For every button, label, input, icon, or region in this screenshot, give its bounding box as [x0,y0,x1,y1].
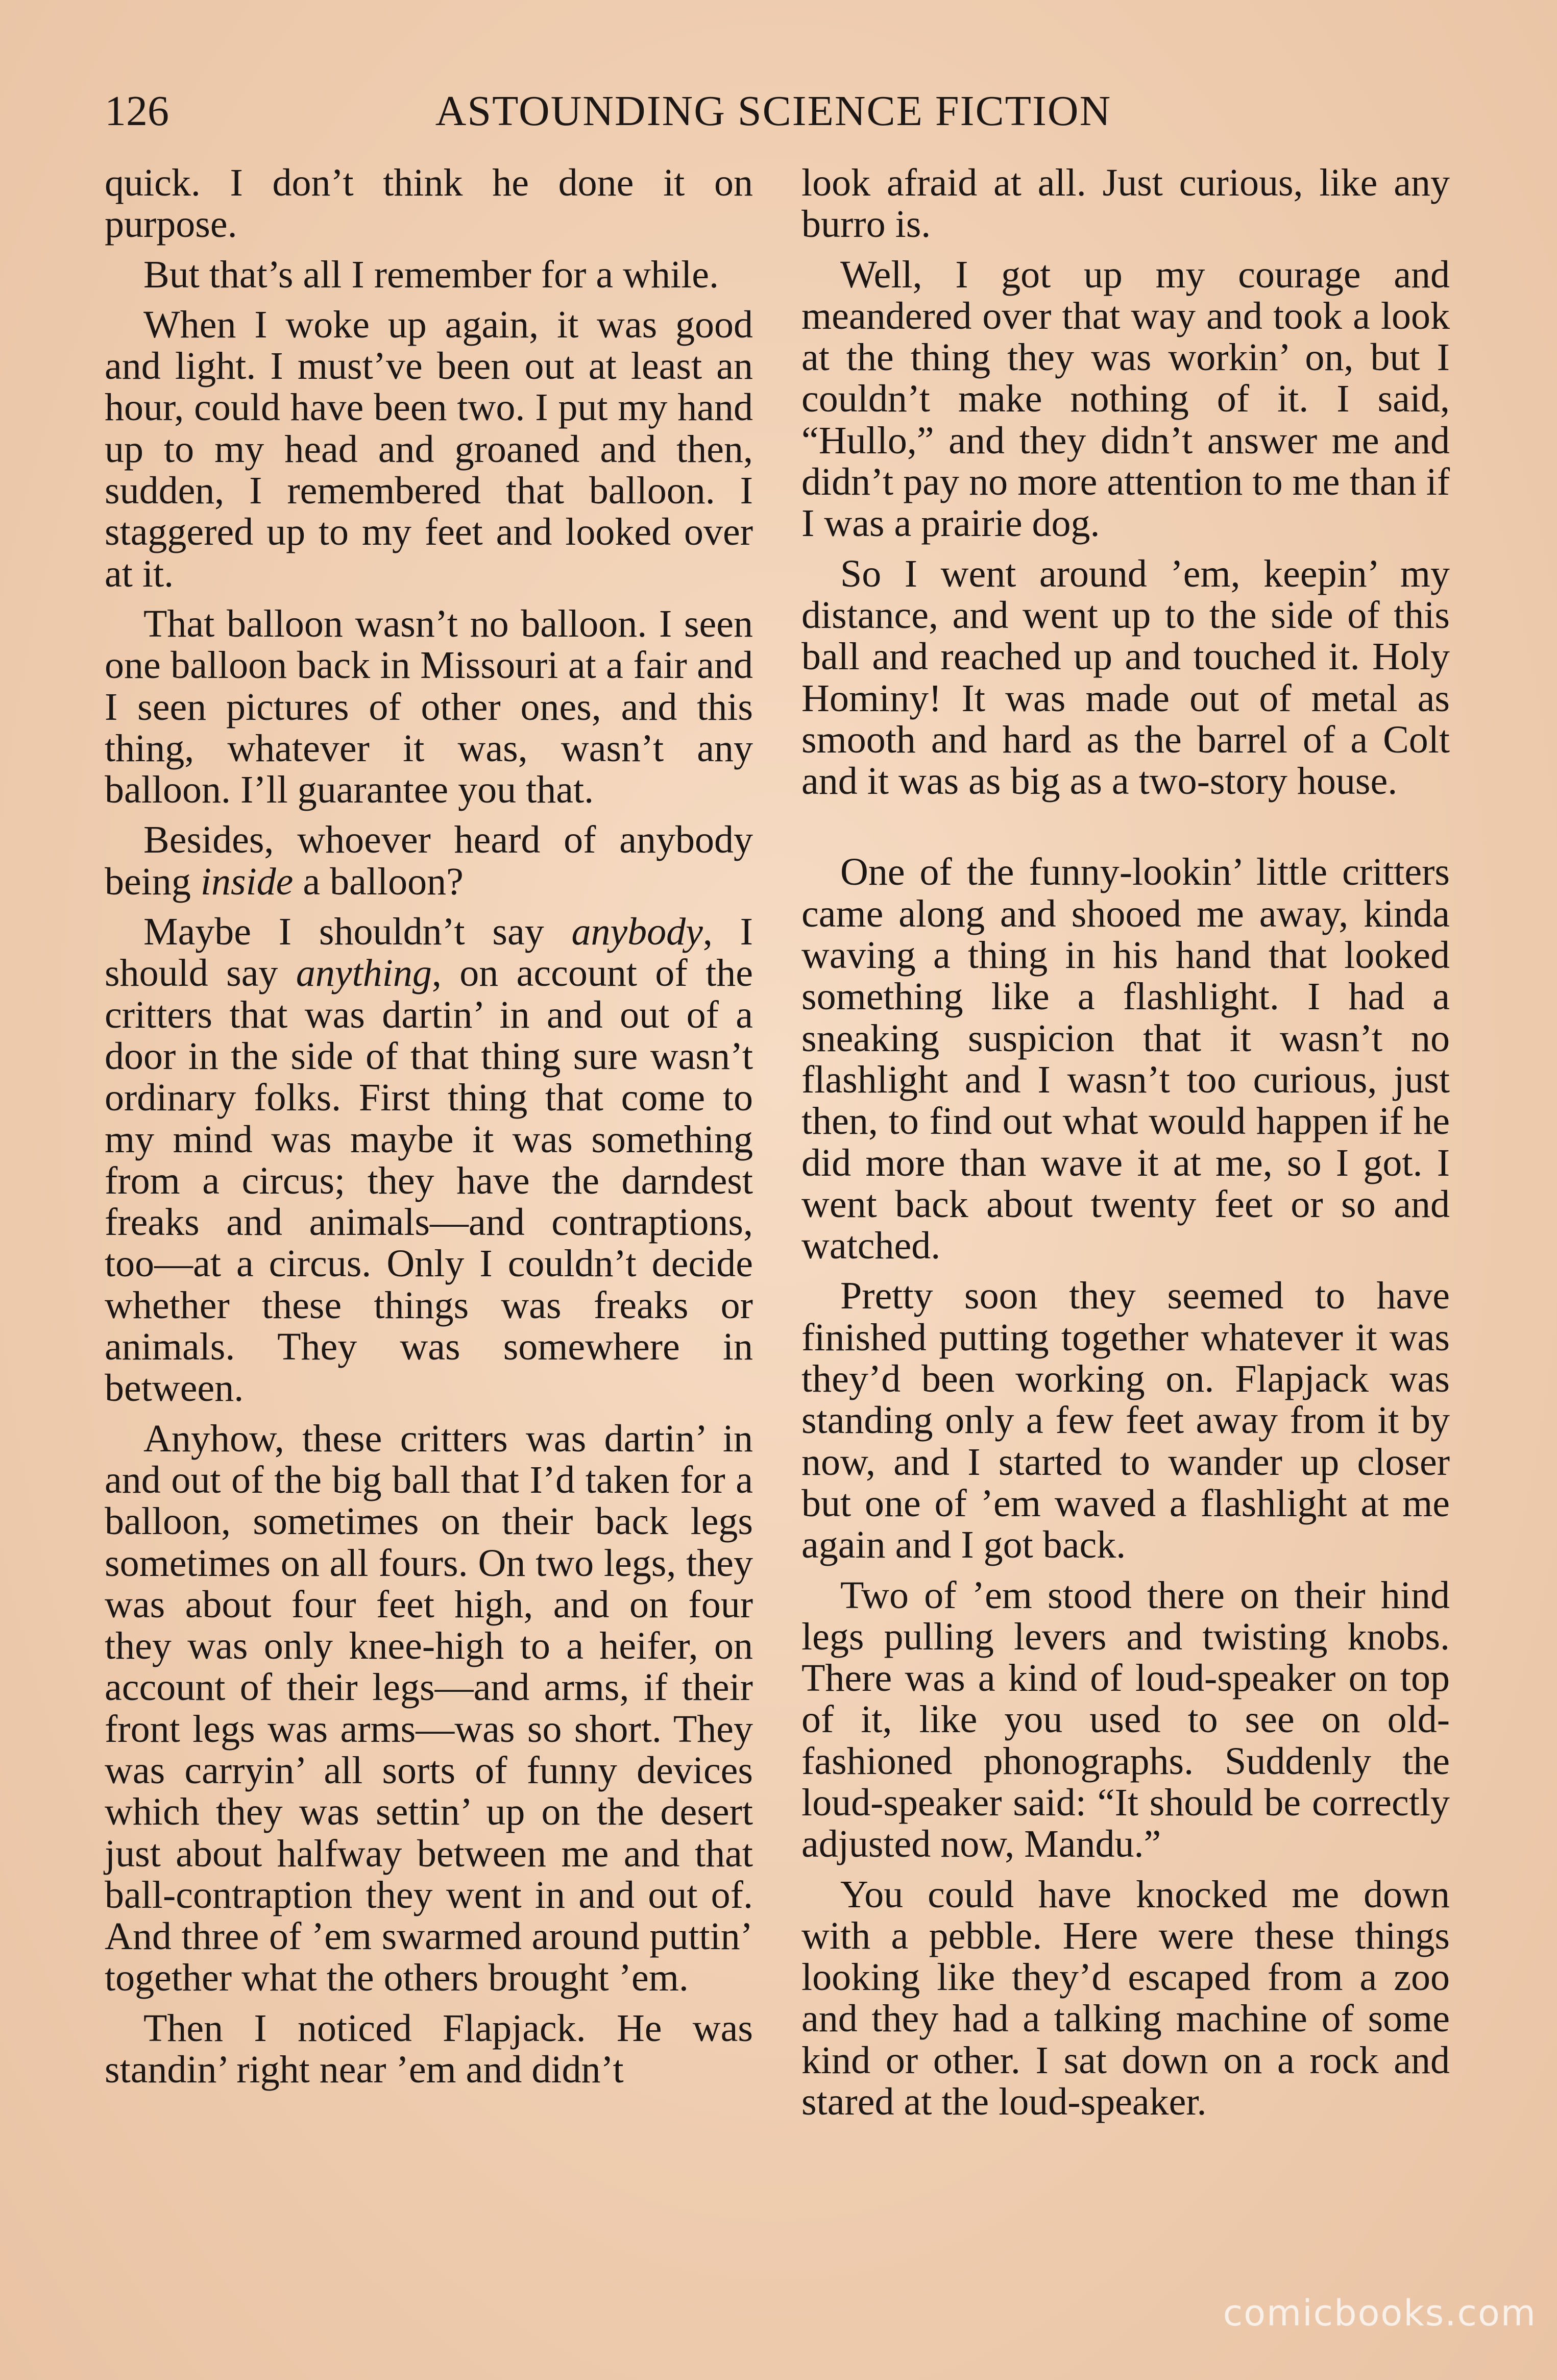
paragraph: But that’s all I remember for a while. [143,253,719,296]
italic-word: inside [200,860,294,903]
paragraph: look afraid at all. Just curious, like any burro is. [801,161,1450,246]
left-column [105,162,753,2099]
paragraph: You could have knocked me down with a pebble. Here were these things looking like they’d escaped from a zoo and they had a talking machine of some kind or other. I sat down on a rock and stared at the loud-speaker. [801,1873,1450,2124]
paragraph: When I woke up again, it was good and light. I must’ve been out at least an hour, could have been two. I put my hand up to my head and groaned and then, sudden, I remembered that balloon. I staggered up to my feet and looked over at it. [105,303,753,595]
text-run: Besides, whoever heard of anybody being [105,818,753,903]
running-title: ASTOUNDING SCIENCE FICTION [435,87,1112,135]
paragraph: quick. I don’t think he done it on purpose. [105,161,753,246]
text-run: a balloon? [293,860,464,903]
right-column [801,162,1450,2131]
paragraph [105,911,753,1410]
paragraph: Then I noticed Flapjack. He was standin’ right near ’em and didn’t [105,2006,753,2092]
italic-word: anybody [571,910,703,954]
italic-word: anything [296,952,432,995]
paragraph: So I went around ’em, keepin’ my distance, and went up to the side of this ball and reached up and touched it. Holy Hominy! It was made out of metal as smooth and hard as the barrel of a Colt and it was as big as a two-story house. [801,552,1450,803]
watermark: comicbooks.com [1223,2292,1537,2334]
paragraph: Well, I got up my courage and meandered over that way and took a look at the thing they was workin’ on, but I couldn’t make nothing of it. I said, “Hullo,” and they didn’t answer me and didn’t pay no more attention to me than if I was a prairie dog. [801,253,1450,545]
text-run: , on account of the critters that was dartin’ in and out of a door in the side of that thing sure wasn’t ordinary folks. First thing that come to my mind was maybe it was something from a circus; they have the darndest freaks and animals—and contraptions, too—at a circus. Only I couldn’t decide whether these things was freaks or animals. They was somewhere in between. [105,952,753,1410]
paragraph: That balloon wasn’t no balloon. I seen one balloon back in Missouri at a fair and I seen pictures of other ones, and this thing, whatever it was, wasn’t any balloon. I’ll guarantee you that. [105,602,753,812]
paragraph: Anyhow, these critters was dartin’ in and out of the big ball that I’d taken for a balloon, sometimes on their back legs sometimes on all fours. On two legs, they was about four feet high, and on four they was only knee-high to a heifer, on account of their legs—and arms, if their front legs was arms—was so short. They was carryin’ all sorts of funny devices which they was settin’ up on the desert just about halfway between me and that ball-contraption they went in and out of. And three of ’em swarmed around puttin’ together what the others brought ’em. [105,1417,753,2000]
paragraph: One of the funny-lookin’ little critters came along and shooed me away, kinda waving a thing in his hand that looked something like a flashlight. I had a sneaking suspicion that it wasn’t no flashlight and I wasn’t too curious, just then, to find out what would happen if he did more than wave it at me, so I got. I went back about twenty feet or so and watched. [801,851,1450,1268]
page-number: 126 [105,87,169,135]
paragraph: Two of ’em stood there on their hind legs pulling levers and twisting knobs. There was a kind of loud-speaker on top of it, like you used to see on old-fashioned phonographs. Suddenly the loud-speaker said: “It should be correctly adjusted now, Mandu.” [801,1573,1450,1866]
text-run: , I should say [105,910,753,995]
paragraph: Pretty soon they seemed to have finished putting together whatever it was they’d been working on. Flapjack was standing only a few feet away from it by now, and I started to wander up closer but one of ’em waved a flashlight at me again and I got back. [801,1274,1450,1567]
paragraph [105,819,753,903]
text-run: Maybe I shouldn’t say [143,910,572,954]
